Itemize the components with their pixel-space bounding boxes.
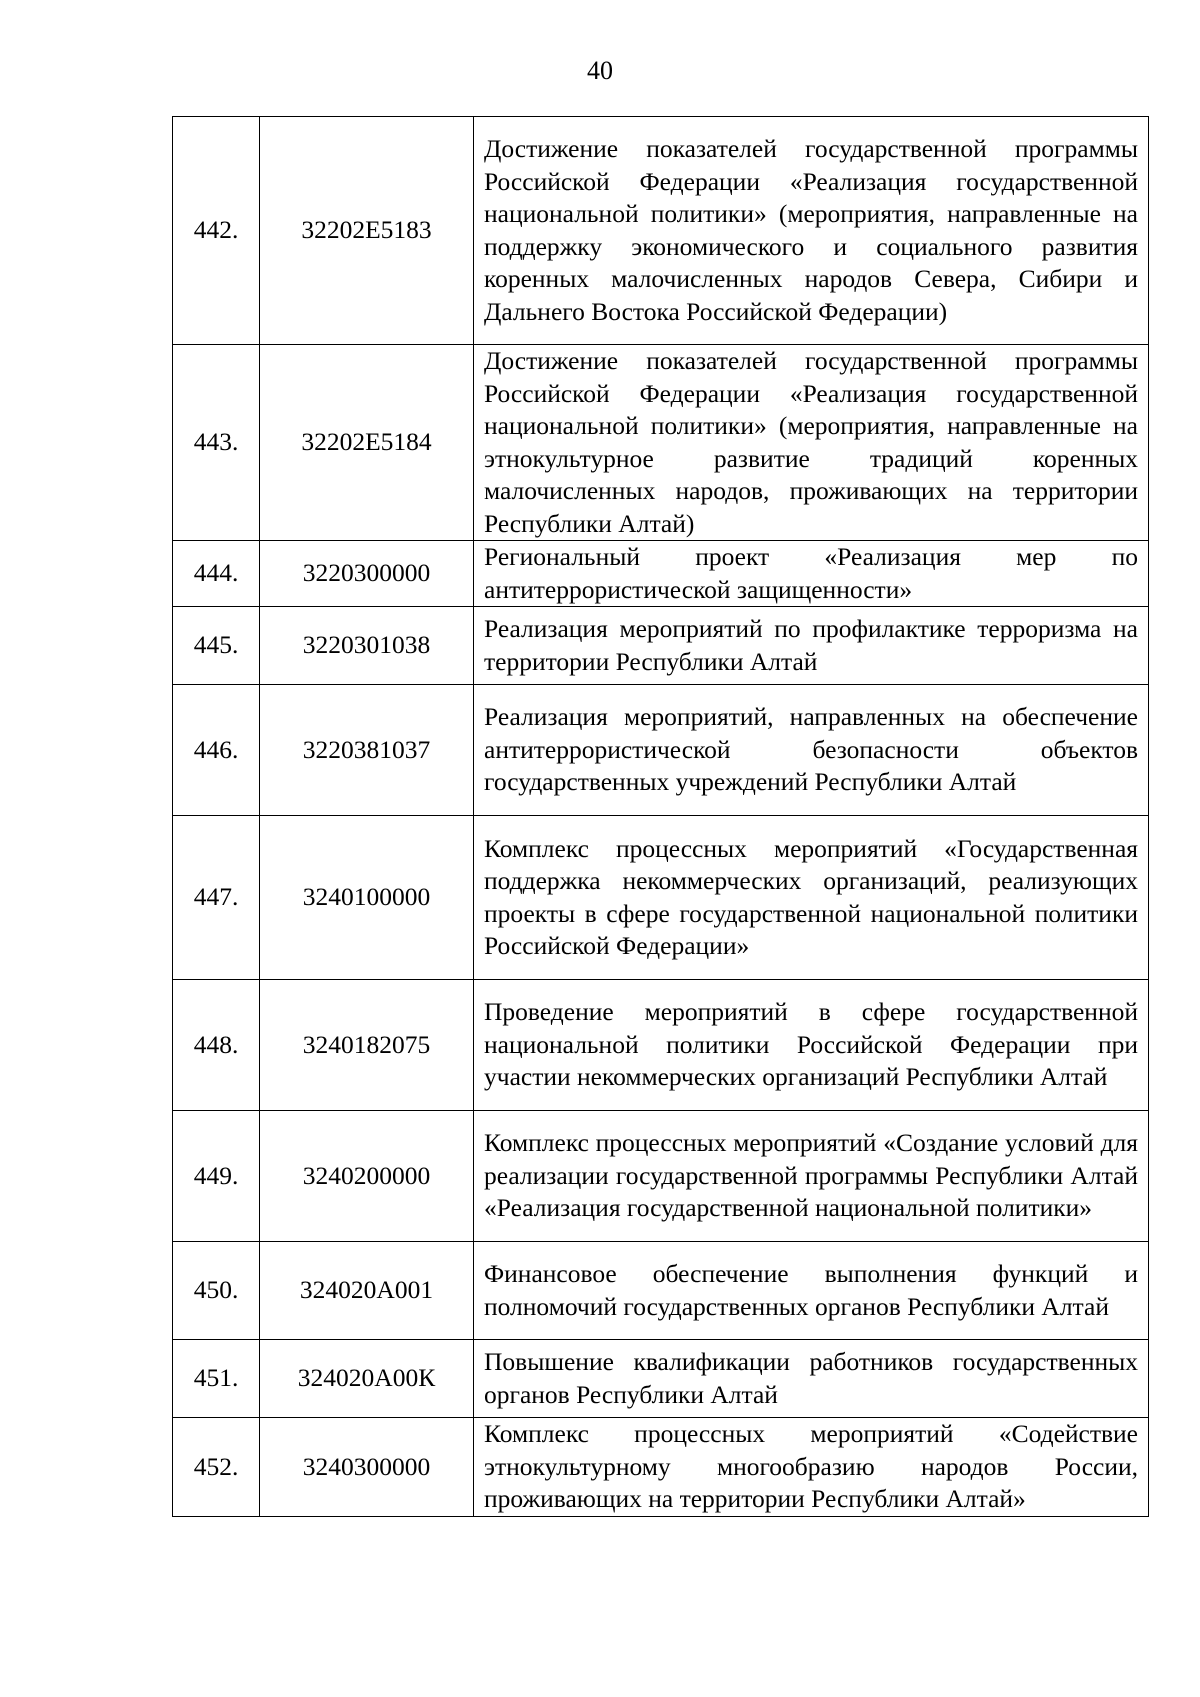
row-number: 442. [173,117,260,345]
row-number: 450. [173,1242,260,1340]
table-row [173,816,1149,980]
budget-code: 3240300000 [260,1418,474,1517]
table-row [173,1111,1149,1242]
row-description: Комплекс процессных мероприятий «Содействие этнокультурному многообразию народов России, проживающих на территории Республики Алтай» [474,1418,1149,1517]
row-number: 446. [173,685,260,816]
table-row [173,1242,1149,1340]
row-description: Повышение квалификации работников государственных органов Республики Алтай [474,1340,1149,1418]
budget-code: 3220301038 [260,607,474,685]
budget-code: 32202E5183 [260,117,474,345]
row-number: 451. [173,1340,260,1418]
row-description: Финансовое обеспечение выполнения функций и полномочий государственных органов Республики Алтай [474,1242,1149,1340]
row-description: Региональный проект «Реализация мер по антитеррористической защищенности» [474,541,1149,607]
budget-code: 3220381037 [260,685,474,816]
row-description: Достижение показателей государственной программы Российской Федерации «Реализация государственной национальной политики» (мероприятия, направленные на этнокультурное развитие традиций коренных малочисленных народов, проживающих на территории Республики Алтай) [474,345,1149,541]
budget-code: 3240200000 [260,1111,474,1242]
table-row [173,1418,1149,1517]
row-number: 452. [173,1418,260,1517]
budget-code-table [172,116,1149,1517]
table-row [173,117,1149,345]
table-row [173,1340,1149,1418]
row-number: 449. [173,1111,260,1242]
budget-code: 32202E5184 [260,345,474,541]
table-row [173,541,1149,607]
budget-code: 3240182075 [260,980,474,1111]
row-number: 444. [173,541,260,607]
row-description: Проведение мероприятий в сфере государственной национальной политики Российской Федерации при участии некоммерческих организаций Республики Алтай [474,980,1149,1111]
table-row [173,980,1149,1111]
budget-code: 3220300000 [260,541,474,607]
budget-code: 3240100000 [260,816,474,980]
table-row [173,345,1149,541]
row-number: 447. [173,816,260,980]
row-description: Реализация мероприятий, направленных на обеспечение антитеррористической безопасности объектов государственных учреждений Республики Алтай [474,685,1149,816]
row-description: Достижение показателей государственной программы Российской Федерации «Реализация государственной национальной политики» (мероприятия, направленные на поддержку экономического и социального развития коренных малочисленных народов Севера, Сибири и Дальнего Востока Российской Федерации) [474,117,1149,345]
table-row [173,685,1149,816]
table-row [173,607,1149,685]
row-description: Комплекс процессных мероприятий «Государственная поддержка некоммерческих организаций, реализующих проекты в сфере государственной национальной политики Российской Федерации» [474,816,1149,980]
row-number: 448. [173,980,260,1111]
row-description: Реализация мероприятий по профилактике терроризма на территории Республики Алтай [474,607,1149,685]
row-description: Комплекс процессных мероприятий «Создание условий для реализации государственной программы Республики Алтай «Реализация государственной национальной политики» [474,1111,1149,1242]
budget-code: 324020А001 [260,1242,474,1340]
row-number: 445. [173,607,260,685]
budget-code: 324020А00К [260,1340,474,1418]
row-number: 443. [173,345,260,541]
page-number: 40 [587,56,613,85]
